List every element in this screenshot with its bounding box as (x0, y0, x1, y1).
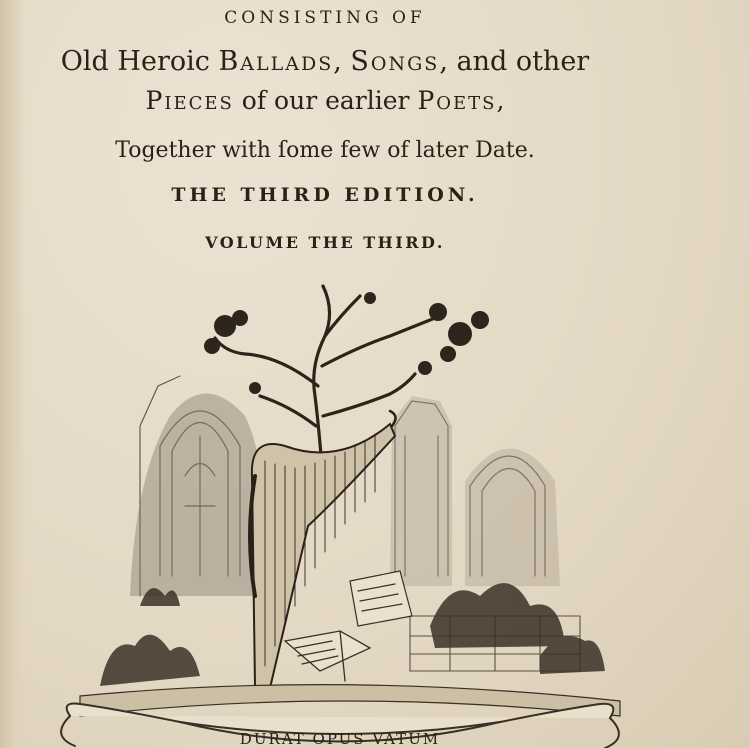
ballads-word: Ballads (218, 46, 334, 77)
edition-line: THE THIRD EDITION. (171, 184, 479, 206)
open-book (285, 631, 370, 681)
motto-text: DURAT OPUS VATUM (239, 730, 441, 748)
line3-text-b: of our earlier (233, 86, 418, 115)
ballads-songs-line (0, 46, 650, 77)
ground (80, 685, 620, 716)
volume-line: VOLUME THE THIRD. (205, 233, 445, 252)
tree-foliage (204, 292, 489, 394)
line2-text-a: Old Heroic (60, 46, 219, 77)
line2-text-e: , and other (439, 46, 590, 77)
poets-word: Poets (417, 86, 497, 115)
pieces-poets-line (0, 86, 650, 115)
songs-word: Songs (350, 46, 440, 77)
later-date-line: Together with ſome few of later Date. (115, 138, 535, 163)
pieces-word: Pieces (145, 86, 234, 115)
scroll (350, 571, 412, 626)
harp-ruins-vignette (40, 276, 640, 748)
line2-text-c: , (333, 46, 351, 77)
line3-text-d: , (496, 86, 505, 115)
consisting-of-line: CONSISTING OF (224, 8, 426, 28)
